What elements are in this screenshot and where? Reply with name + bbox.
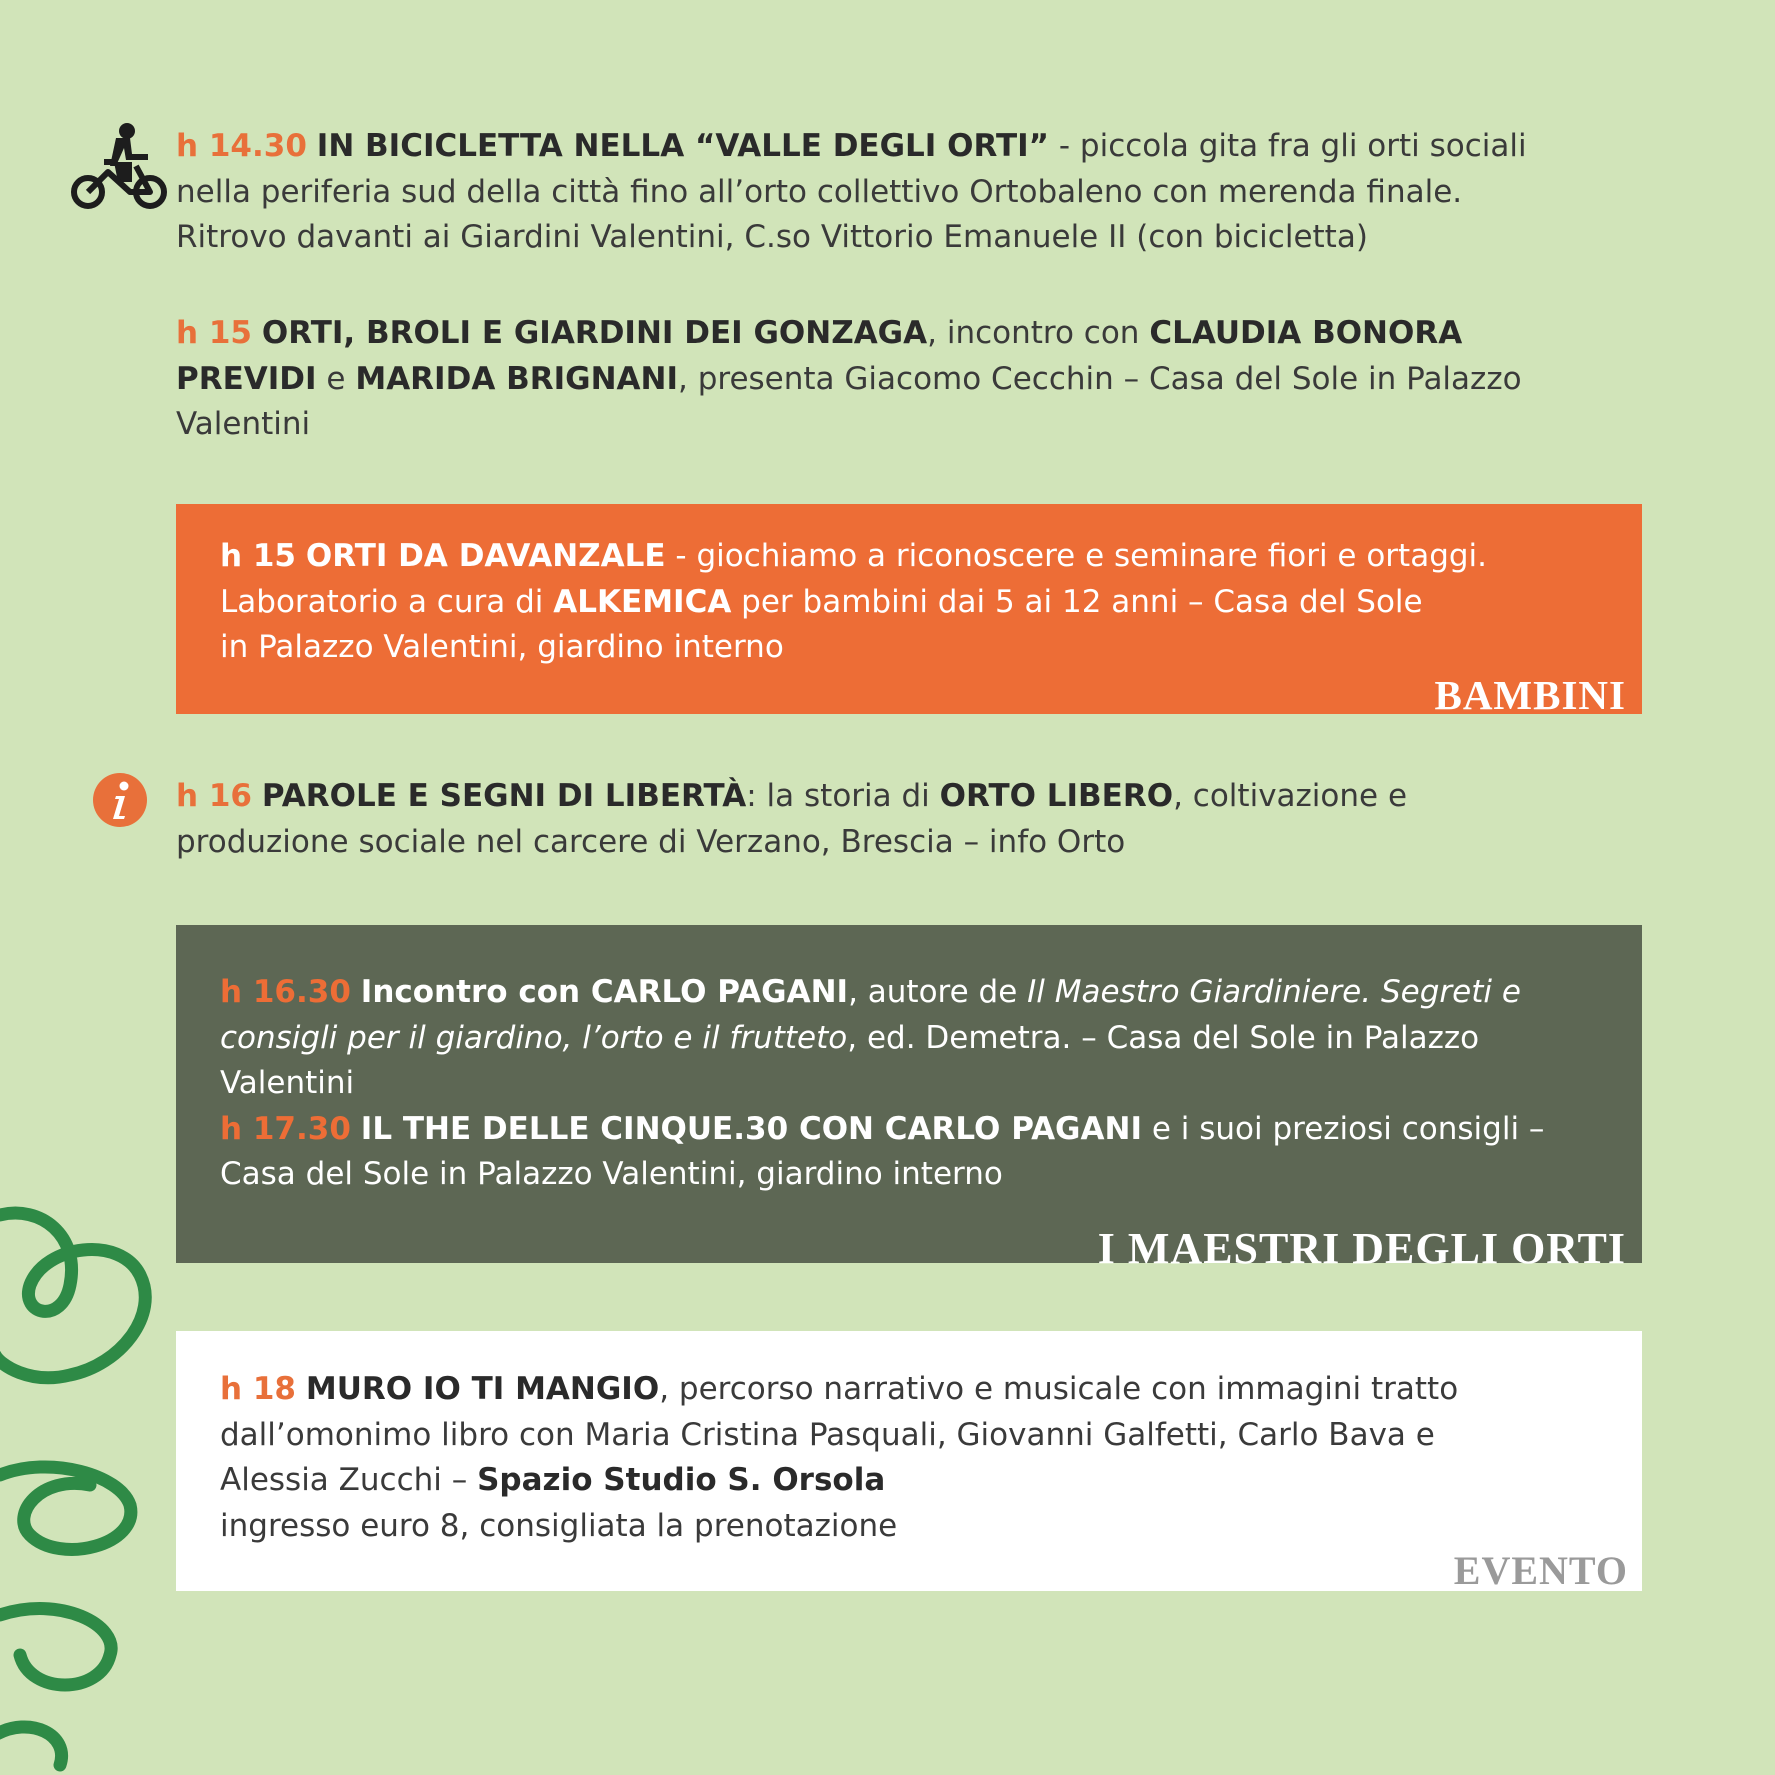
category-tag-maestri: I MAESTRI DEGLI ORTI xyxy=(1097,1224,1626,1273)
speaker-name: MARIDA BRIGNANI xyxy=(355,360,678,397)
event-title: MURO IO TI MANGIO xyxy=(305,1371,660,1407)
event-title: ORTI, BROLI E GIARDINI DEI GONZAGA xyxy=(261,315,928,351)
event-desc: Valentini xyxy=(176,406,311,442)
masters-event-box xyxy=(176,925,1642,1273)
event-time: h 15 xyxy=(220,538,297,574)
event-desc: Casa del Sole in Palazzo Valentini, giardino interno xyxy=(220,1156,1003,1192)
event-time: h 17.30 xyxy=(220,1110,351,1147)
event-desc: - giochiamo a riconoscere e seminare fiori e ortaggi. xyxy=(665,538,1488,574)
event-desc: , incontro con xyxy=(927,315,1150,351)
event-desc: e i suoi preziosi consigli – xyxy=(1141,1110,1545,1147)
green-swirl-decoration xyxy=(0,1175,170,1775)
event-title: ORTI DA DAVANZALE xyxy=(305,538,666,574)
event-desc: , coltivazione e xyxy=(1173,778,1408,814)
info-icon xyxy=(92,772,148,828)
event-desc: , presenta Giacomo Cecchin – Casa del Sole in Palazzo xyxy=(678,360,1522,397)
kids-event-box xyxy=(176,504,1642,718)
event-desc: Laboratorio a cura di xyxy=(220,583,554,620)
speaker-name: CLAUDIA BONORA xyxy=(1149,315,1463,351)
category-tag-bambini: BAMBINI xyxy=(1434,672,1626,718)
event-desc: Alessia Zucchi – xyxy=(220,1462,478,1498)
organizer-name: ALKEMICA xyxy=(553,583,732,620)
book-title: Il Maestro Giardiniere. Segreti e xyxy=(1027,974,1521,1010)
event-title: IN BICICLETTA NELLA “VALLE DEGLI ORTI” xyxy=(316,128,1050,164)
event-time: h 16 xyxy=(176,778,253,814)
category-tag-evento: EVENTO xyxy=(1453,1548,1628,1593)
event-desc: Valentini xyxy=(220,1065,355,1101)
event-time: h 16.30 xyxy=(220,974,351,1010)
event-desc: - piccola gita fra gli orti sociali xyxy=(1049,128,1527,164)
event-time: h 18 xyxy=(220,1371,297,1407)
speaker-name: PREVIDI xyxy=(176,360,317,397)
event-desc: , percorso narrativo e musicale con immagini tratto xyxy=(659,1371,1459,1407)
event-desc: , autore de xyxy=(848,974,1028,1010)
event-desc: dall’omonimo libro con Maria Cristina Pasquali, Giovanni Galfetti, Carlo Bava e xyxy=(220,1416,1435,1453)
event-desc: in Palazzo Valentini, giardino interno xyxy=(220,629,784,665)
event-desc: : la storia di xyxy=(746,778,940,814)
event-title: Incontro con CARLO PAGANI xyxy=(360,974,849,1010)
cyclist-icon xyxy=(70,122,170,212)
event-15-gonzaga xyxy=(176,311,1656,448)
event-desc: Ritrovo davanti ai Giardini Valentini, C.so Vittorio Emanuele II (con bicicletta) xyxy=(176,219,1368,255)
special-event-box xyxy=(176,1331,1642,1591)
book-title: consigli per il giardino, l’orto e il frutteto xyxy=(220,1019,848,1056)
event-title: PAROLE E SEGNI DI LIBERTÀ xyxy=(261,778,747,814)
event-1430 xyxy=(176,124,1656,261)
project-name: ORTO LIBERO xyxy=(939,778,1174,814)
event-time: h 14.30 xyxy=(176,128,307,164)
event-desc: ingresso euro 8, consigliata la prenotazione xyxy=(220,1507,898,1544)
event-desc: per bambini dai 5 ai 12 anni – Casa del Sole xyxy=(731,583,1423,620)
event-desc: , ed. Demetra. – Casa del Sole in Palazzo xyxy=(847,1019,1480,1056)
event-time: h 15 xyxy=(176,315,253,351)
event-title: IL THE DELLE CINQUE.30 CON CARLO PAGANI xyxy=(360,1110,1142,1147)
event-desc: produzione sociale nel carcere di Verzano, Brescia – info Orto xyxy=(176,823,1126,860)
venue-name: Spazio Studio S. Orsola xyxy=(477,1462,886,1498)
event-16-orto-libero xyxy=(176,774,1656,865)
event-desc: nella periferia sud della città fino all’orto collettivo Ortobaleno con merenda finale. xyxy=(176,173,1463,210)
event-desc: e xyxy=(316,360,356,397)
